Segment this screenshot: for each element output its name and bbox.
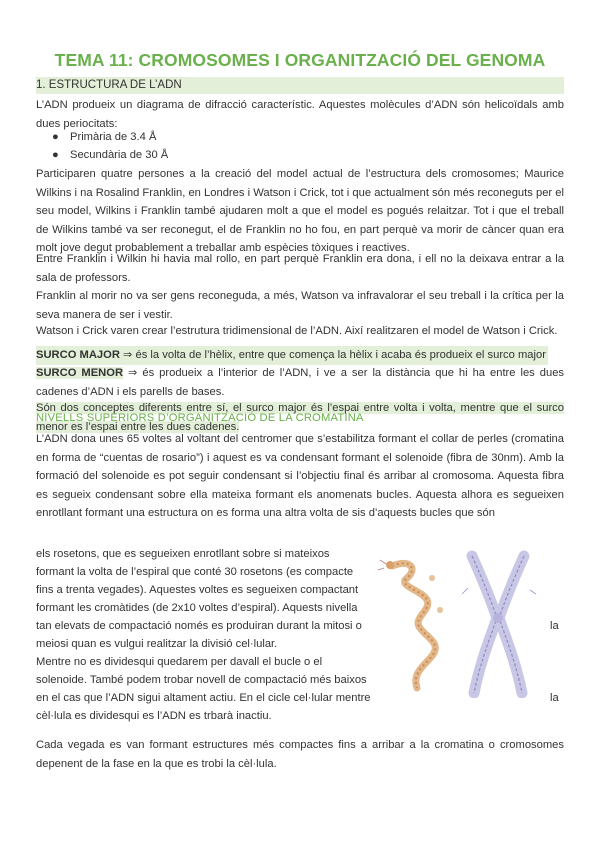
bullet-icon: ● <box>52 131 59 143</box>
groove-comparison: Són dos conceptes diferents entre sí, el surco major és l’espai entre volta i volta, mentre que el surco menor es l’espai entre les dues cadenes. <box>36 402 564 433</box>
minor-groove-label: SURCO MENOR <box>36 367 124 379</box>
wrap-line: formant la volta de l’espiral que conté 30 rosetons (es compacte <box>36 566 354 578</box>
section-heading-structure: 1. ESTRUCTURA DE L’ADN <box>36 77 564 94</box>
wrap-line: fins a trenta vegades). Aquestes voltes es segueixen compactant <box>36 584 359 596</box>
stray-word: la <box>550 620 559 632</box>
chromatin-figure <box>372 548 552 698</box>
wrap-line: en el cas que l’ADN sigui altament actiu. En el cicle cel·lular mentre <box>36 692 371 704</box>
chromosome-illustration <box>462 556 536 693</box>
wrap-line: formant les cromàtides (de 2x10 voltes d’espiral). Aquests nivella <box>36 602 358 614</box>
bullet-item: ● Secundària de 30 Å <box>52 146 168 164</box>
page-title: TEMA 11: CROMOSOMES I ORGANITZACIÓ DEL GENOMA <box>54 50 546 70</box>
wrap-line: solenoide. També podem trobar novell de compactació més baixos <box>36 674 367 686</box>
wrap-line: meiosi quan es vulgui realitzar la divisió cel·lular. <box>36 638 278 650</box>
major-groove-label: SURCO MAJOR <box>36 349 120 361</box>
wrap-line: cèl·lula es dividesqui es l’ADN es trbarà inactiu. <box>36 710 272 722</box>
model-paragraph: Watson i Crick varen crear l’estrutura tridimensional de l’ADN. Així realitzaren el model de Watson i Crick. <box>36 325 558 337</box>
chromatin-fiber-illustration <box>378 560 443 688</box>
recognition-paragraph: Franklin al morir no va ser gens reconeguda, a més, Watson va infravalorar el seu treball i la crítica per la seva manera de ser i vestir. <box>36 290 564 321</box>
major-groove-definition: SURCO MAJOR ⇒ és la volta de l’hèlix, entre que comença la hèlix i acaba és produeix el surco major <box>36 346 548 365</box>
wrap-line: els rosetons, que es segueixen enrotllant sobre si mateixos <box>36 548 330 560</box>
bullet-item: ● Primària de 3.4 Å <box>52 128 156 146</box>
stray-word: la <box>550 692 559 704</box>
bullet-icon: ● <box>52 149 59 161</box>
intro-paragraph: L’ADN produeix un diagrama de difracció característic. Aquestes molècules d’ADN són helicoïdals amb dues periocitats: <box>36 99 564 130</box>
wrap-line: tan elevats de compactació només es produiran durant la mitosi o <box>36 620 362 632</box>
section-heading-chromatin: NIVELLS SUPERIORS D’ORGANITZACIÓ DE LA CROMATINA <box>36 412 364 424</box>
chromatin-paragraph: L’ADN dona unes 65 voltes al voltant del centromer que s’estabilitza formant el collar de perles (cromatina en forma de “cuentas de rosario”) i aquest es va condensant formant el solenoide (fibra de 30nm). Amb la formació del solenoide es pot seguir condensant si l’objectiu final és arribar al cromosoma. Aquesta fibra es segueix condensant sobre ella mateixa formant els anomenats bucles. Aquesta alhora es segueixen enrotllant formant una estructura on es forma una altra volta de sis d’aquests bucles que són <box>36 433 564 519</box>
minor-groove-definition: SURCO MENOR ⇒ és produeix a l’interior de l’ADN, i ve a ser la distància que hi ha entre les dues cadenes d’ADN i els parells de bases. <box>36 367 565 398</box>
history-paragraph: Participaren quatre persones a la creació del model actual de l’estructura dels cromosomes; Maurice Wilkins i na Rosalind Franklin, en Londres i Watson i Crick, tot i que actualment són més reconeguts per el seu model, Wilkins i Franklin també ajudaren molt a que el model es pogués relaitzar. Tot i que el treball de Wilkins també va ser reconegut, el de Franklin no ho fou, en part perquè va morir de càncer quan era molt jove degut probablement a treballar amb espècies tòxiques i reactives. <box>36 168 564 254</box>
wrap-line: Mentre no es dividesqui quedarem per davall el bucle o el <box>36 656 323 668</box>
closing-paragraph: Cada vegada es van formant estructures més compactes fins a arribar a la cromatina o cromosomes depenent de la fase en la que es trobi la cèl·lula. <box>36 739 564 770</box>
conflict-paragraph: Entre Franklin i Wilkin hi havia mal rollo, en part perquè Franklin era dona, i ell no la deixava entrar a la sala de professors. <box>36 253 564 284</box>
